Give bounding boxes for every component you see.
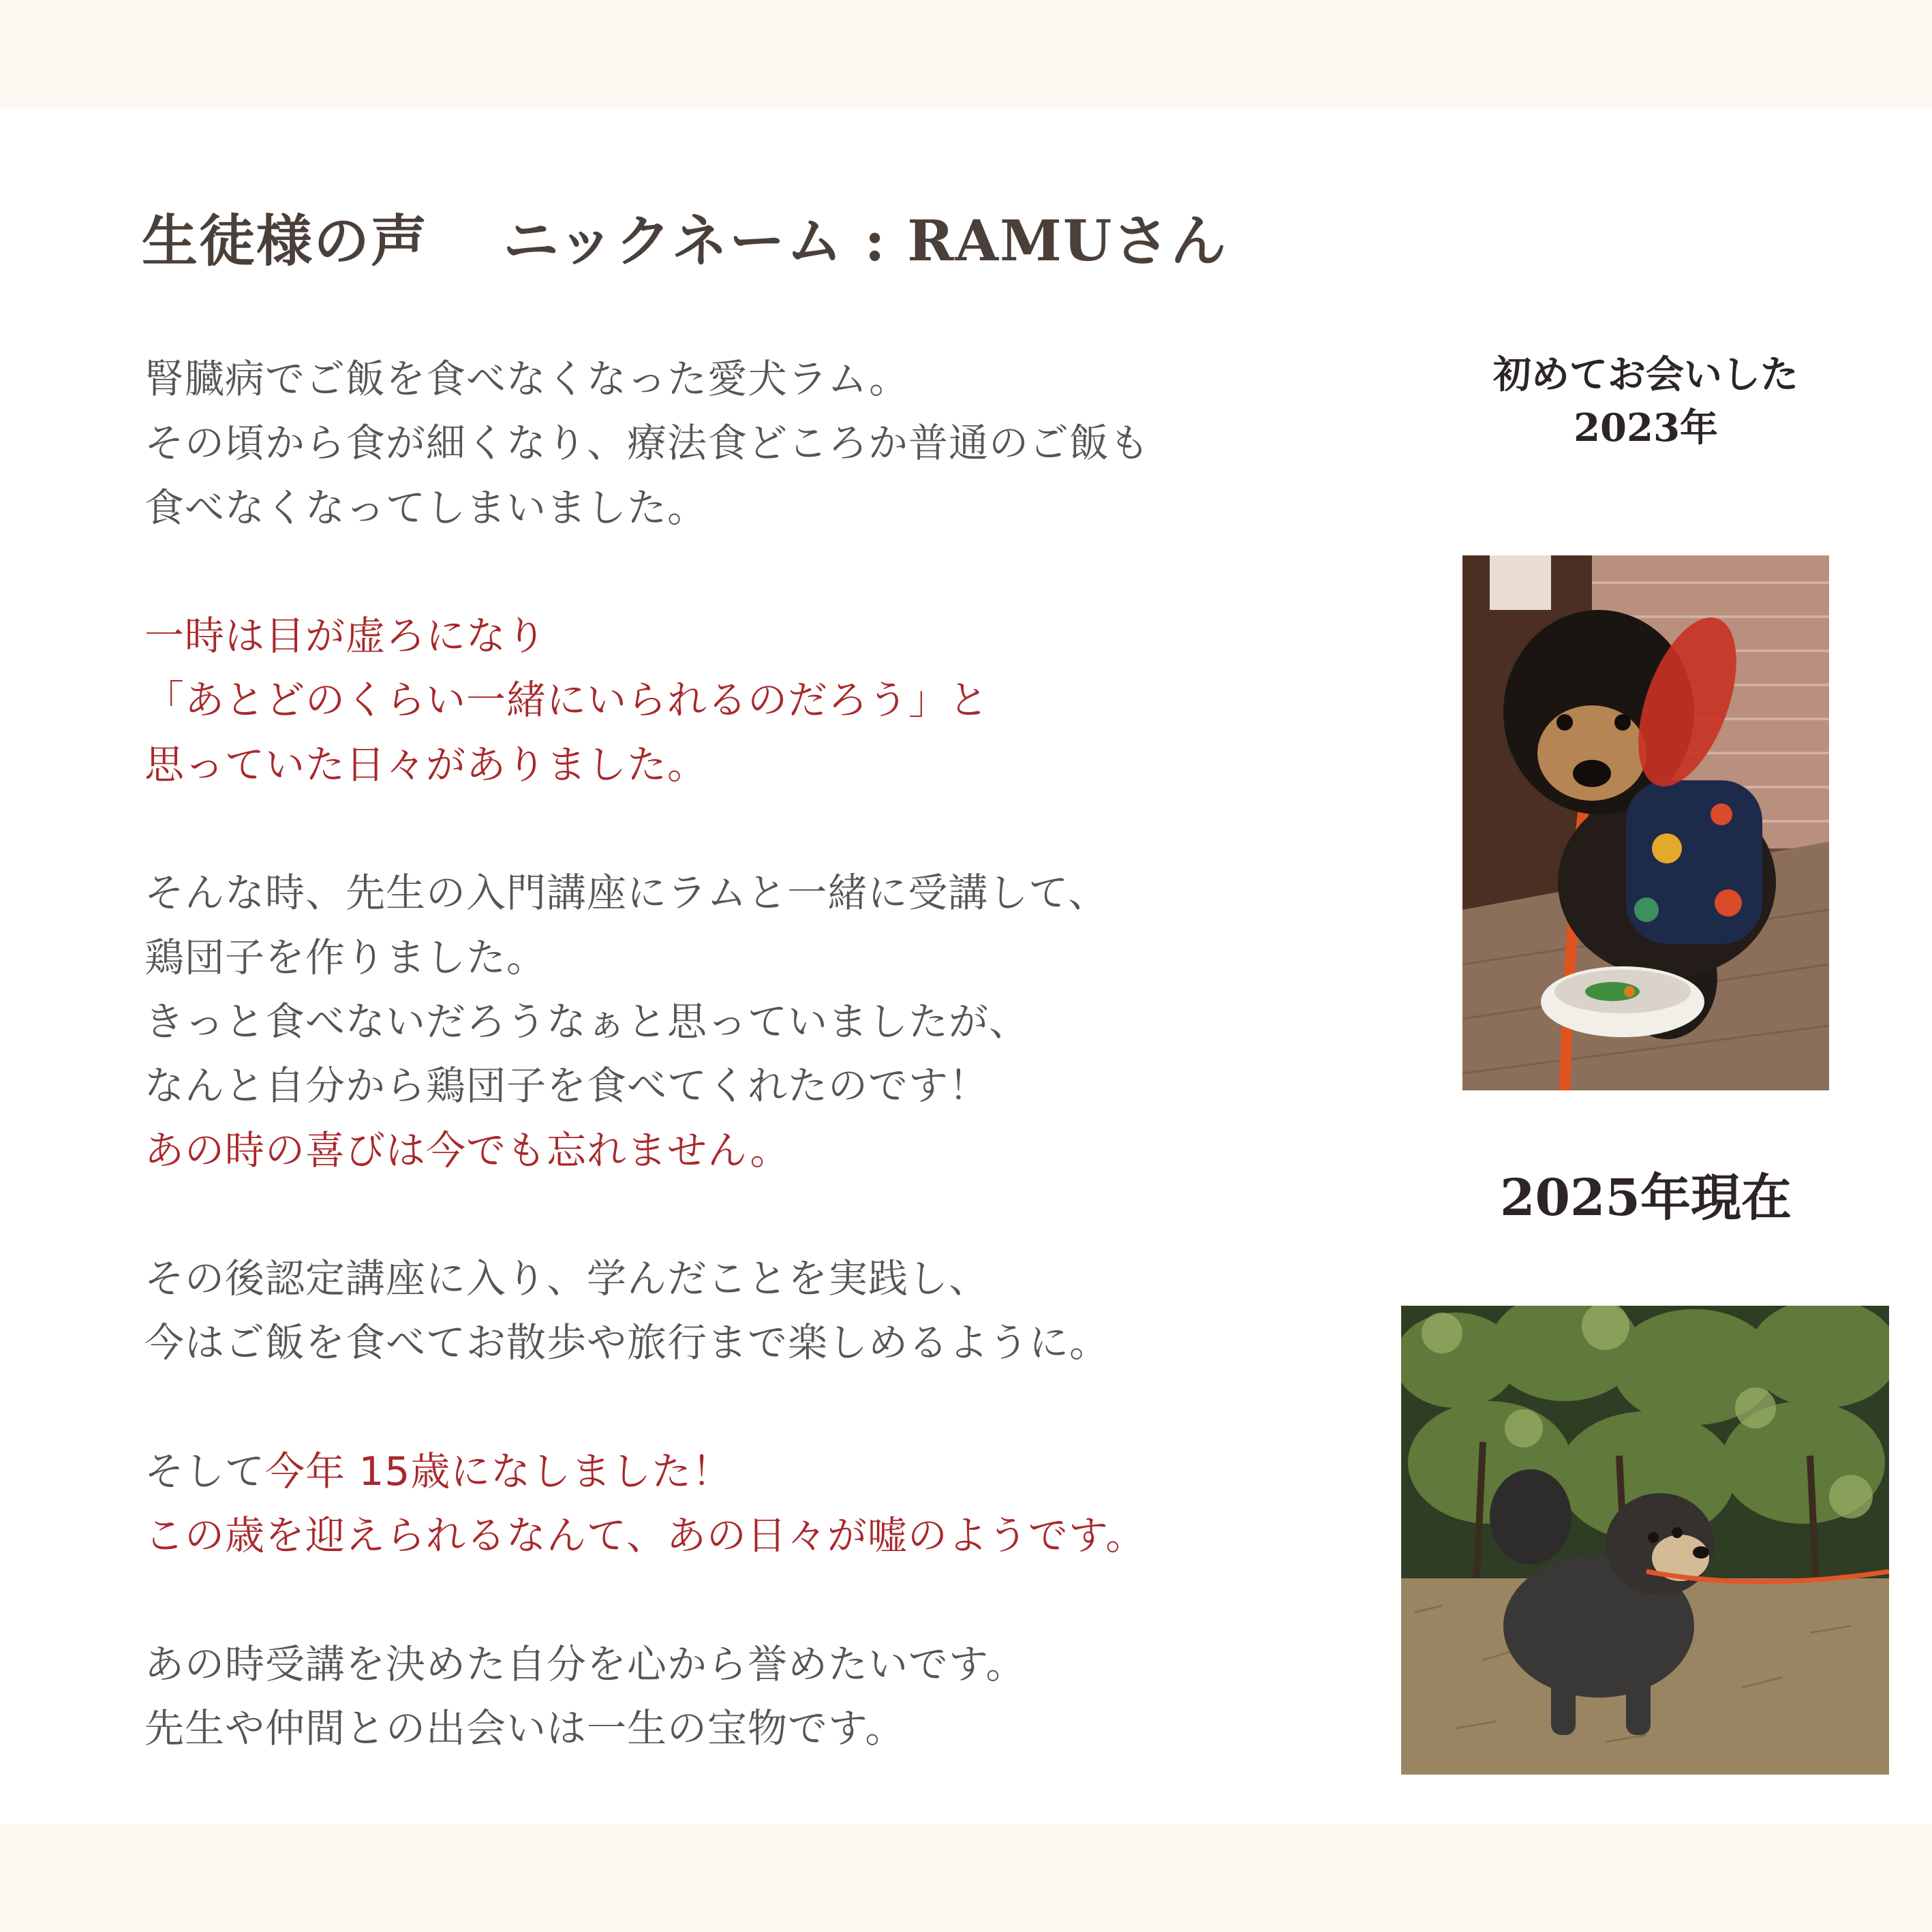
line-text: あの時の喜びは今でも忘れません。 (144, 1126, 791, 1174)
text-line (144, 990, 1371, 1054)
line-text: その頃から食が細くなり、療法食どころか普通のご飯も (144, 420, 1150, 467)
highlight-line (144, 733, 1371, 797)
paragraph (144, 347, 1371, 540)
text-line (144, 1696, 1371, 1760)
text-line (144, 1632, 1371, 1696)
text-line (144, 411, 1371, 475)
line-text: 鶏団子を作りました。 (144, 934, 547, 981)
text-line (144, 476, 1371, 540)
text-line (144, 1054, 1371, 1118)
page-title (142, 197, 1227, 277)
caption-line-1: 初めてお会いした (1493, 352, 1798, 397)
line-text: あの時受講を決めた自分を心から誉めたいです。 (144, 1640, 1026, 1687)
line-text: 一時は目が虚ろになり (144, 613, 547, 660)
photo-caption-2023 (1438, 348, 1854, 455)
text-line (144, 1439, 1371, 1503)
dog-photo-2025 (1401, 1306, 1889, 1775)
text-line (144, 1246, 1371, 1310)
line-text: きっと食べないだろうなぁと思っていましたが、 (144, 998, 1030, 1045)
text-line (144, 347, 1371, 411)
line-text: 食べなくなってしまいました。 (144, 484, 708, 531)
line-text: その後認定講座に入り、学んだことを実践し、 (144, 1255, 990, 1302)
paragraph (144, 1632, 1371, 1761)
photo-caption-2025: 2025年現在 (1500, 1169, 1792, 1227)
nickname-text: ニックネーム : RAMUさん (503, 209, 1228, 274)
line-text: そして (144, 1448, 266, 1495)
line-text: 今はご飯を食べてお散歩や旅行まで楽しめるように。 (144, 1319, 1110, 1366)
line-text: 先生や仲間との出会いは一生の宝物です。 (144, 1705, 906, 1752)
text-line (144, 925, 1371, 990)
title-text: 生徒様の声 (142, 209, 429, 274)
paragraph (144, 1246, 1371, 1375)
line-text: 「あとどのくらい一緒にいられるのだろう」と (144, 677, 990, 724)
paragraph (144, 604, 1371, 797)
paragraph (144, 1439, 1371, 1568)
text-line (144, 861, 1371, 925)
caption-line-2: 2023年 (1574, 405, 1718, 450)
testimonial-card (0, 108, 1932, 1824)
paragraph (144, 861, 1371, 1182)
line-text: そんな時、先生の入門講座にラムと一緒に受講して、 (144, 870, 1109, 917)
text-line (144, 1310, 1371, 1375)
highlight-line (144, 604, 1371, 668)
highlight-line (144, 668, 1371, 732)
dog-photo-2023 (1462, 555, 1829, 1090)
highlight-line (144, 1503, 1371, 1567)
highlight-line (144, 1118, 1371, 1182)
highlight-text: 今年 15歳になしました！ (265, 1448, 733, 1495)
line-text: なんと自分から鶏団子を食べてくれたのです！ (144, 1062, 990, 1109)
line-text: 腎臓病でご飯を食べなくなった愛犬ラム。 (144, 356, 910, 402)
line-text: 思っていた日々がありました。 (144, 741, 708, 788)
testimonial-body (144, 347, 1371, 1825)
line-text: この歳を迎えられるなんて、あの日々が嘘のようです。 (144, 1512, 1146, 1559)
